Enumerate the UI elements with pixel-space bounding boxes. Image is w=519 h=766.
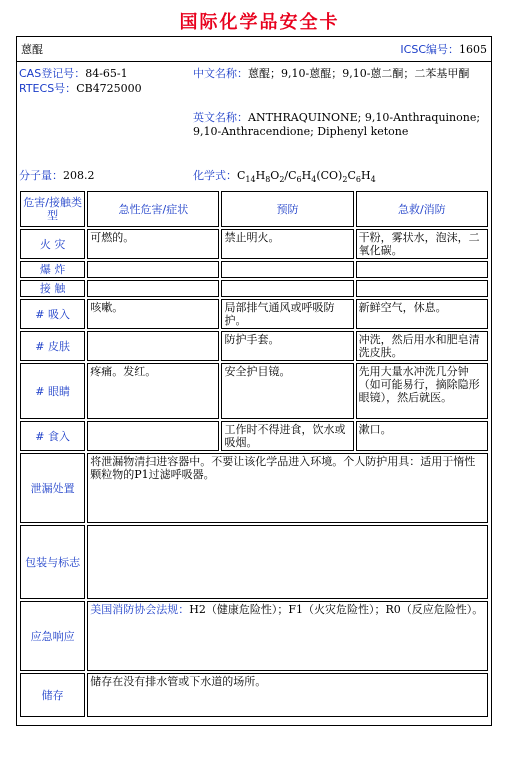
row-aid: 先用大量水冲洗几分钟（如可能易行，摘除隐形眼镜），然后就医。 — [356, 363, 488, 419]
row-type: # 吸入 — [20, 299, 85, 329]
row-hazard — [87, 331, 219, 361]
package-row — [20, 525, 488, 599]
formula-subscript: 6 — [296, 175, 302, 185]
mw-line — [19, 169, 95, 183]
row-hazard — [87, 280, 219, 297]
formula-value — [237, 169, 376, 185]
table-row — [20, 229, 488, 259]
table-row — [20, 299, 488, 329]
table-header-row — [20, 191, 488, 227]
rtecs-value: CB4725000 — [76, 82, 142, 95]
formula-subscript: 8 — [265, 175, 271, 185]
formula-subscript: 14 — [245, 175, 256, 185]
row-prevention — [221, 280, 353, 297]
row-aid: 冲洗，然后用水和肥皂清洗皮肤。 — [356, 331, 488, 361]
row-prevention — [221, 261, 353, 278]
cn-name-line — [193, 67, 489, 81]
spill-label: 泄漏处置 — [20, 453, 85, 523]
cas-label: CAS登记号： — [19, 67, 86, 80]
formula-line — [193, 169, 376, 187]
table-row — [20, 363, 488, 419]
package-label: 包装与标志 — [20, 525, 85, 599]
formula-label: 化学式： — [193, 169, 237, 182]
rtecs-line — [19, 82, 142, 96]
icsc-label: ICSC编号： — [400, 43, 459, 56]
formula-part: O — [270, 169, 280, 182]
formula-part: H — [301, 169, 312, 182]
row-hazard — [87, 421, 219, 451]
emergency-label: 应急响应 — [20, 601, 85, 671]
en-name-line — [193, 111, 489, 139]
row-hazard: 疼痛。发红。 — [87, 363, 219, 419]
row-type: # 食入 — [20, 421, 85, 451]
row-hazard: 咳嗽。 — [87, 299, 219, 329]
formula-subscript: 4 — [370, 175, 376, 185]
row-type: 爆 炸 — [20, 261, 85, 278]
header-type: 危害/接触类型 — [20, 191, 85, 227]
icsc-value: 1605 — [459, 43, 487, 56]
row-type: # 皮肤 — [20, 331, 85, 361]
formula-part: (CO) — [316, 169, 343, 182]
table-row — [20, 280, 488, 297]
formula-subscript: 2 — [279, 175, 285, 185]
row-type: 火 灾 — [20, 229, 85, 259]
row-aid: 干粉，雾状水，泡沫，二氧化碳。 — [356, 229, 488, 259]
formula-subscript: 2 — [342, 175, 348, 185]
row-prevention: 禁止明火。 — [221, 229, 353, 259]
row-aid: 新鲜空气，休息。 — [356, 299, 488, 329]
storage-row — [20, 673, 488, 717]
divider — [17, 61, 491, 62]
row-aid — [356, 280, 488, 297]
cas-line — [19, 67, 128, 81]
row-hazard: 可燃的。 — [87, 229, 219, 259]
formula-part: C — [347, 169, 356, 182]
hazard-table — [18, 189, 490, 719]
row-type: # 眼睛 — [20, 363, 85, 419]
formula-subscript: 6 — [355, 175, 361, 185]
table-row — [20, 261, 488, 278]
row-prevention: 安全护目镜。 — [221, 363, 353, 419]
row-aid — [356, 261, 488, 278]
row-prevention: 局部排气通风或呼吸防护。 — [221, 299, 353, 329]
row-hazard — [87, 261, 219, 278]
header-prevention: 预防 — [221, 191, 353, 227]
safety-card — [16, 36, 492, 726]
table-row — [20, 421, 488, 451]
storage-text: 储存在没有排水管或下水道的场所。 — [87, 673, 488, 717]
formula-subscript: 4 — [311, 175, 317, 185]
emergency-cell — [87, 601, 488, 671]
card-title: 国际化学品安全卡 — [179, 12, 340, 33]
header-hazard: 急性危害/症状 — [87, 191, 219, 227]
rtecs-label: RTECS号： — [19, 82, 77, 95]
formula-part: /C — [284, 169, 297, 182]
formula-part: C — [237, 169, 246, 182]
cas-value: 84-65-1 — [85, 67, 128, 80]
storage-label: 储存 — [20, 673, 85, 717]
emergency-row — [20, 601, 488, 671]
formula-part: H — [360, 169, 371, 182]
en-name-value: ANTHRAQUINONE; 9,10-Anthraquinone; 9,10-Anthracendione; Diphenyl ketone — [193, 111, 481, 138]
cn-name-value: 蒽醌；9,10-蒽醌；9,10-蒽二酮；二苯基甲酮 — [248, 67, 470, 80]
emergency-prefix: 美国消防协会法规： — [90, 603, 190, 616]
header-aid: 急救/消防 — [356, 191, 488, 227]
mw-label: 分子量： — [19, 169, 63, 182]
en-name-label: 英文名称： — [193, 111, 248, 124]
row-type: 接 触 — [20, 280, 85, 297]
icsc-number — [400, 43, 487, 57]
table-row — [20, 331, 488, 361]
spill-row — [20, 453, 488, 523]
spill-text: 将泄漏物清扫进容器中。不要让该化学品进入环境。个人防护用具：适用于惰性颗粒物的P1过滤呼吸器。 — [87, 453, 488, 523]
package-text — [87, 525, 488, 599]
chemical-name: 蒽醌 — [21, 43, 43, 56]
row-prevention: 防护手套。 — [221, 331, 353, 361]
mw-value: 208.2 — [63, 169, 95, 182]
cn-name-label: 中文名称： — [193, 67, 248, 80]
formula-part: H — [255, 169, 266, 182]
emergency-text: H2（健康危险性）；F1（火灾危险性）；R0（反应危险性）。 — [189, 603, 484, 616]
row-aid: 漱口。 — [356, 421, 488, 451]
row-prevention: 工作时不得进食，饮水或吸烟。 — [221, 421, 353, 451]
